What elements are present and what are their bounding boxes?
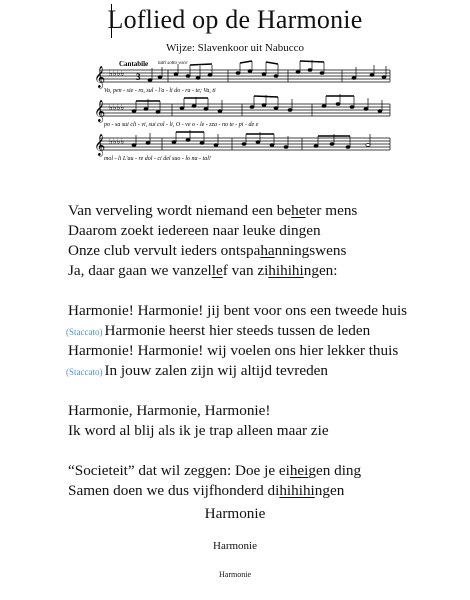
key-signature-icon: ♭♭♭♭ <box>109 103 125 112</box>
chorus-line <box>66 362 328 381</box>
staff-system-2 <box>100 104 390 116</box>
outro-line-3: Harmonie <box>219 570 251 579</box>
key-signature-icon: ♭♭♭♭ <box>109 137 125 146</box>
outro-line-1: Harmonie <box>204 505 266 522</box>
sheet-music <box>92 56 392 168</box>
verse3-line <box>68 462 361 480</box>
verse2-line <box>68 422 329 440</box>
lyric-text: Daarom zoekt iedereen naar leuke dingen <box>68 222 321 239</box>
lyric-text: Harmonie heerst hier steeds tussen de leden <box>104 322 371 339</box>
verse1-line <box>68 222 321 240</box>
underlined-text: he <box>291 202 306 219</box>
chorus-line <box>68 302 407 320</box>
lyric-text: Harmonie! Harmonie! jij bent voor ons een tweede huis <box>68 302 408 319</box>
lyric-text: Harmonie, Harmonie, Harmonie! <box>68 402 271 419</box>
underlined-text: hei <box>289 462 309 479</box>
lyric-text: ngen <box>314 482 345 499</box>
verse2-line <box>68 402 270 420</box>
lyric-text: “Societeit” dat wil zeggen: Doe je ei <box>68 462 290 479</box>
key-signature-icon: ♭♭♭♭ <box>109 69 125 78</box>
treble-clef-icon: 𝄞 <box>94 67 106 88</box>
dynamic-marking: tutti sotto voce <box>158 61 188 66</box>
time-signature: 3 <box>136 72 141 82</box>
underlined-text: hihihi <box>268 262 304 279</box>
outro-line-2: Harmonie <box>213 540 257 552</box>
chorus-line <box>68 342 398 360</box>
lyric-text: Onze club vervult ieders ontspa <box>68 242 261 259</box>
underlined-text: hihihi <box>279 482 315 499</box>
lyric-text: In jouw zalen zijn wij altijd tevreden <box>104 362 329 379</box>
staccato-tag: (Staccato) <box>66 367 103 377</box>
verse1-line <box>68 202 357 220</box>
page-subtitle: Wijze: Slavenkoor uit Nabucco <box>166 42 304 54</box>
lyrics-line-2: po - sa sui cli - vi, sui col - li, O - ve o - le - zza - no te - pi - de e <box>104 122 259 128</box>
treble-clef-icon: 𝄞 <box>94 135 106 156</box>
verse1-line <box>68 242 346 260</box>
lyrics-line-3: mol - li L'au - re dol - ci del suo - lo na - tal! <box>104 156 211 162</box>
lyric-text: Ja, daar gaan we vanzel <box>68 262 212 279</box>
page-title: Loflied op de Harmonie <box>107 5 363 34</box>
underlined-text: ha <box>260 242 275 259</box>
lyric-text: Van verveling wordt niemand een be <box>68 202 292 219</box>
underlined-text: le <box>211 262 223 279</box>
lyric-text: Ik word al blij als ik je trap alleen maar zie <box>68 422 329 439</box>
notes-system-3 <box>132 130 370 148</box>
lyric-text: nningswens <box>274 242 347 259</box>
verse1-line <box>68 262 338 280</box>
lyric-text: Harmonie! Harmonie! wij voelen ons hier lekker thuis <box>68 342 399 359</box>
lyric-text: ter mens <box>305 202 358 219</box>
treble-clef-icon: 𝄞 <box>94 101 106 122</box>
chorus-line <box>66 322 370 341</box>
lyric-text: gen ding <box>308 462 362 479</box>
lyric-text: f van zi <box>222 262 269 279</box>
staccato-tag: (Staccato) <box>66 327 103 337</box>
lyric-text: Samen doen we dus vijfhonderd di <box>68 482 280 499</box>
lyrics-line-1: Va, pen - sie - ro, sul - l'a - li do - ra - te; Va, ti <box>104 88 216 94</box>
staff-system-1 <box>100 70 390 82</box>
verse3-line <box>68 482 344 500</box>
lyric-text: ngen: <box>303 262 338 279</box>
tempo-marking: Cantabile <box>119 60 149 68</box>
